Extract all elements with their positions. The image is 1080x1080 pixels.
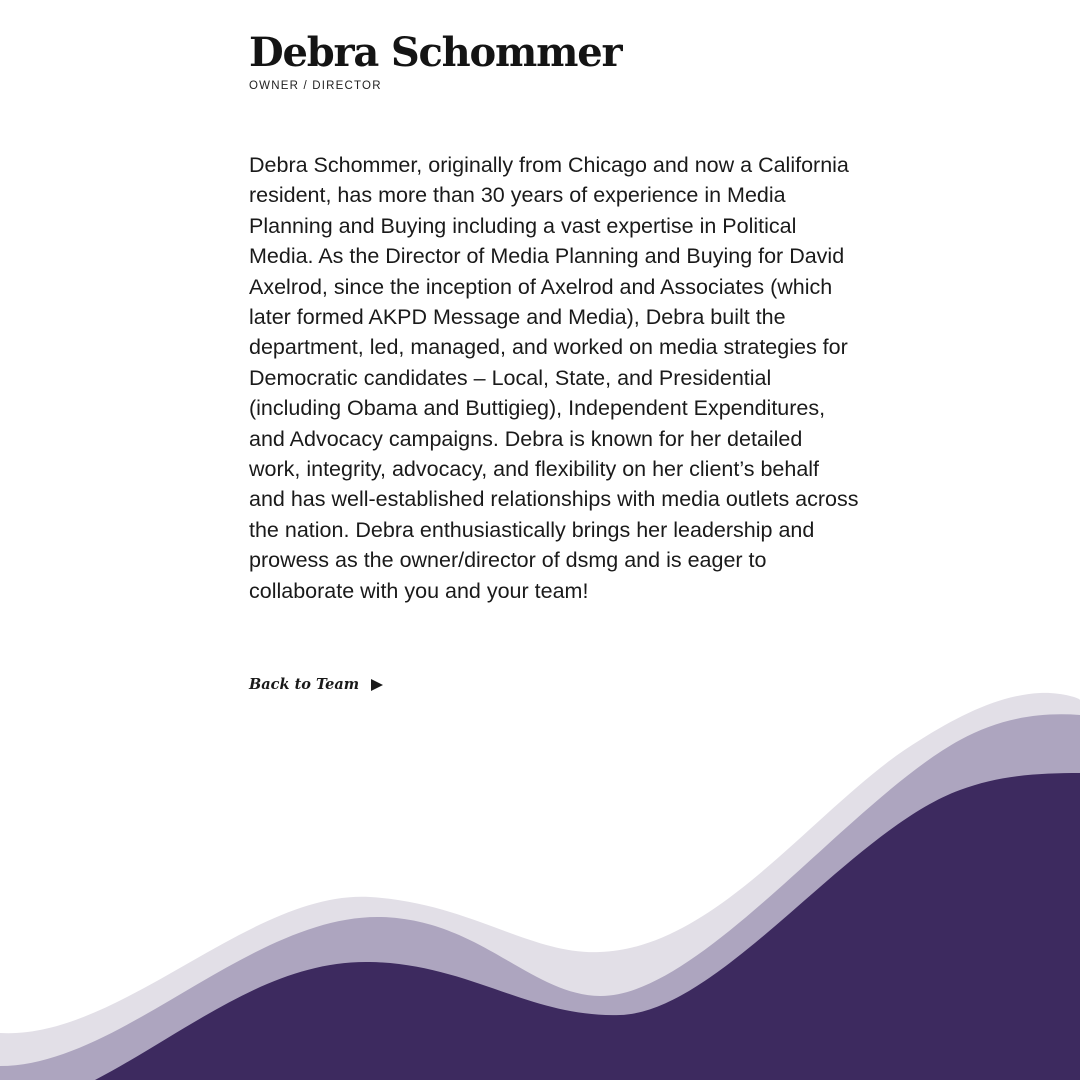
member-name: Debra Schommer — [249, 29, 622, 76]
back-to-team-link[interactable] — [249, 676, 383, 693]
wave-dark — [95, 773, 1080, 1080]
member-bio: Debra Schommer, originally from Chicago and now a California resident, has more than 30 years of experience in Media Planning and Buying including a vast expertise in Political Media. As the Director of Media Planning and Buying for David Axelrod, since the inception of Axelrod and Associates (which later formed AKPD Message and Media), Debra built the department, led, managed, and worked on media strategies for Democratic candidates – Local, State, and Presidential (including Obama and Buttigieg), Independent Expenditures, and Advocacy campaigns. Debra is known for her detailed work, integrity, advocacy, and flexibility on her client’s behalf and has well-established relationships with media outlets across the nation. Debra enthusiastically brings her leadership and prowess as the owner/director of dsmg and is eager to collaborate with you and your team! — [249, 153, 859, 603]
member-role: OWNER / DIRECTOR — [249, 80, 382, 92]
back-to-team-label: Back to Team — [249, 676, 360, 694]
play-arrow-icon — [371, 679, 383, 691]
profile-content — [249, 28, 869, 694]
